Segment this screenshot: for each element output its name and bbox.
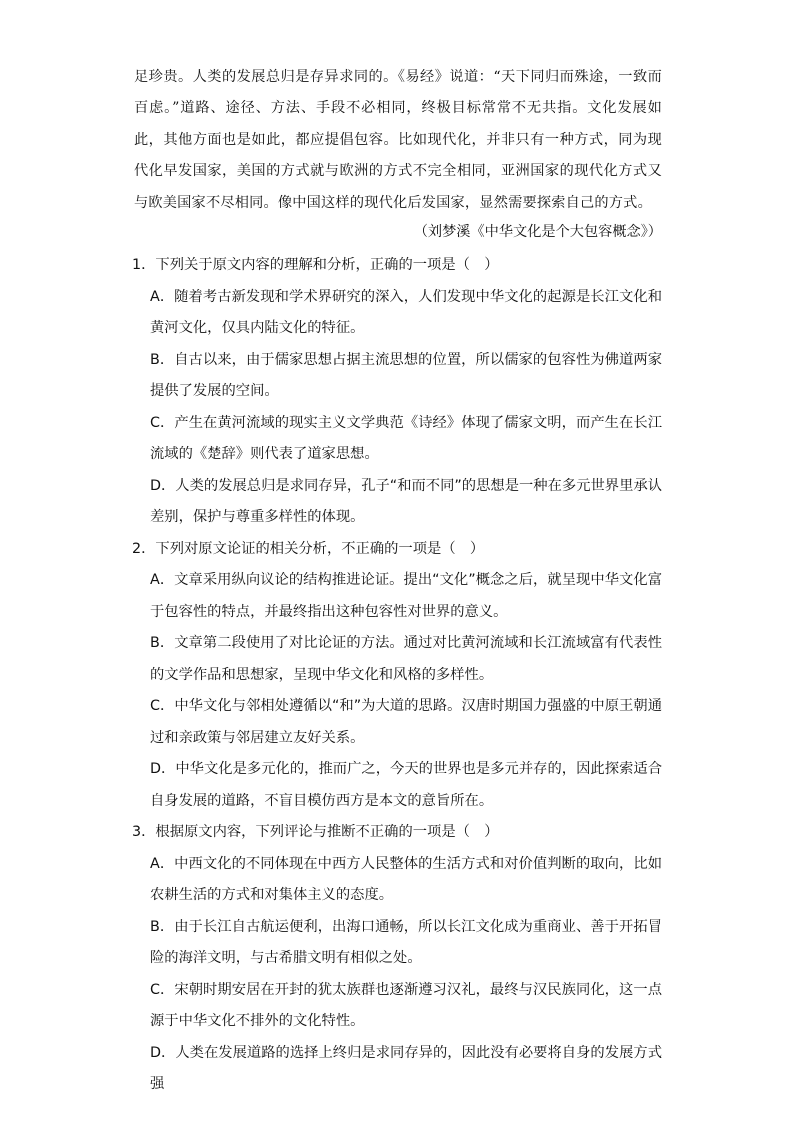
option-list [132,282,662,534]
option-list [132,565,662,817]
question-stem: 2．下列对原文论证的相关分析，不正确的一项是（ ） [132,540,485,557]
passage-source: （刘梦溪《中华文化是个大包容概念》） [413,224,662,240]
question-1 [132,250,662,534]
option-a: A．文章采用纵向议论的结构推进论证。提出“文化”概念之后，就呈现中华文化富于包容性的特点，并最终指出这种包容性对世界的意义。 [150,572,662,620]
option-b: B．由于长江自古航运便利，出海口通畅，所以长江文化成为重商业、善于开拓冒险的海洋文明，与古希腊文明有相似之处。 [150,918,662,966]
question-stem: 1．下列关于原文内容的理解和分析，正确的一项是（ ） [132,257,499,273]
option-d: D．人类在发展道路的选择上终归是求同存异的，因此没有必要将自身的发展方式强 [150,1044,662,1092]
question-3 [132,817,662,1101]
option-b: B．文章第二段使用了对比论证的方法。通过对比黄河流域和长江流域富有代表性的文学作品和思想家，呈现中华文化和风格的多样性。 [150,635,662,683]
option-list [132,849,662,1101]
option-c: C．宋朝时期安居在开封的犹太族群也逐渐遵习汉礼，最终与汉民族同化，这一点源于中华文化不排外的文化特性。 [150,981,662,1029]
option-a: A．中西文化的不同体现在中西方人民整体的生活方式和对价值判断的取向，比如农耕生活的方式和对集体主义的态度。 [150,855,662,903]
option-d: D．中华文化是多元化的，推而广之，今天的世界也是多元并存的，因此探索适合自身发展的道路，不盲目模仿西方是本文的意旨所在。 [150,761,662,809]
question-stem: 3．根据原文内容，下列评论与推断不正确的一项是（ ） [132,824,499,840]
question-2 [132,534,662,818]
option-c: C．中华文化与邻相处遵循以“和”为大道的思路。汉唐时期国力强盛的中原王朝通过和亲政策与邻居建立友好关系。 [150,698,662,746]
option-d: D．人类的发展总归是求同存异，孔子“和而不同”的思想是一种在多元世界里承认差别，保护与尊重多样性的体现。 [150,477,662,525]
option-b: B．自古以来，由于儒家思想占据主流思想的位置，所以儒家的包容性为佛道两家提供了发展的空间。 [150,351,662,399]
question-list [132,250,662,1101]
option-c: C．产生在黄河流域的现实主义文学典范《诗经》体现了儒家文明，而产生在长江流域的《楚辞》则代表了道家思想。 [150,414,662,462]
passage-text: 足珍贵。人类的发展总归是存异求同的。《易经》说道：“天下同归而殊途，一致而百虑。”道路、途径、方法、手段不必相同，终极目标常常不无共指。文化发展如此，其他方面也是如此，都应提倡包容。比如现代化，并非只有一种方式，同为现代化早发国家，美国的方式就与欧洲的方式不完全相同，亚洲国家的现代化方式又与欧美国家不尽相同。像中国这样的现代化后发国家，显然需要探索自己的方式。 [134,69,662,211]
option-a: A．随着考古新发现和学术界研究的深入，人们发现中华文化的起源是长江文化和黄河文化，仅具内陆文化的特征。 [150,288,662,336]
